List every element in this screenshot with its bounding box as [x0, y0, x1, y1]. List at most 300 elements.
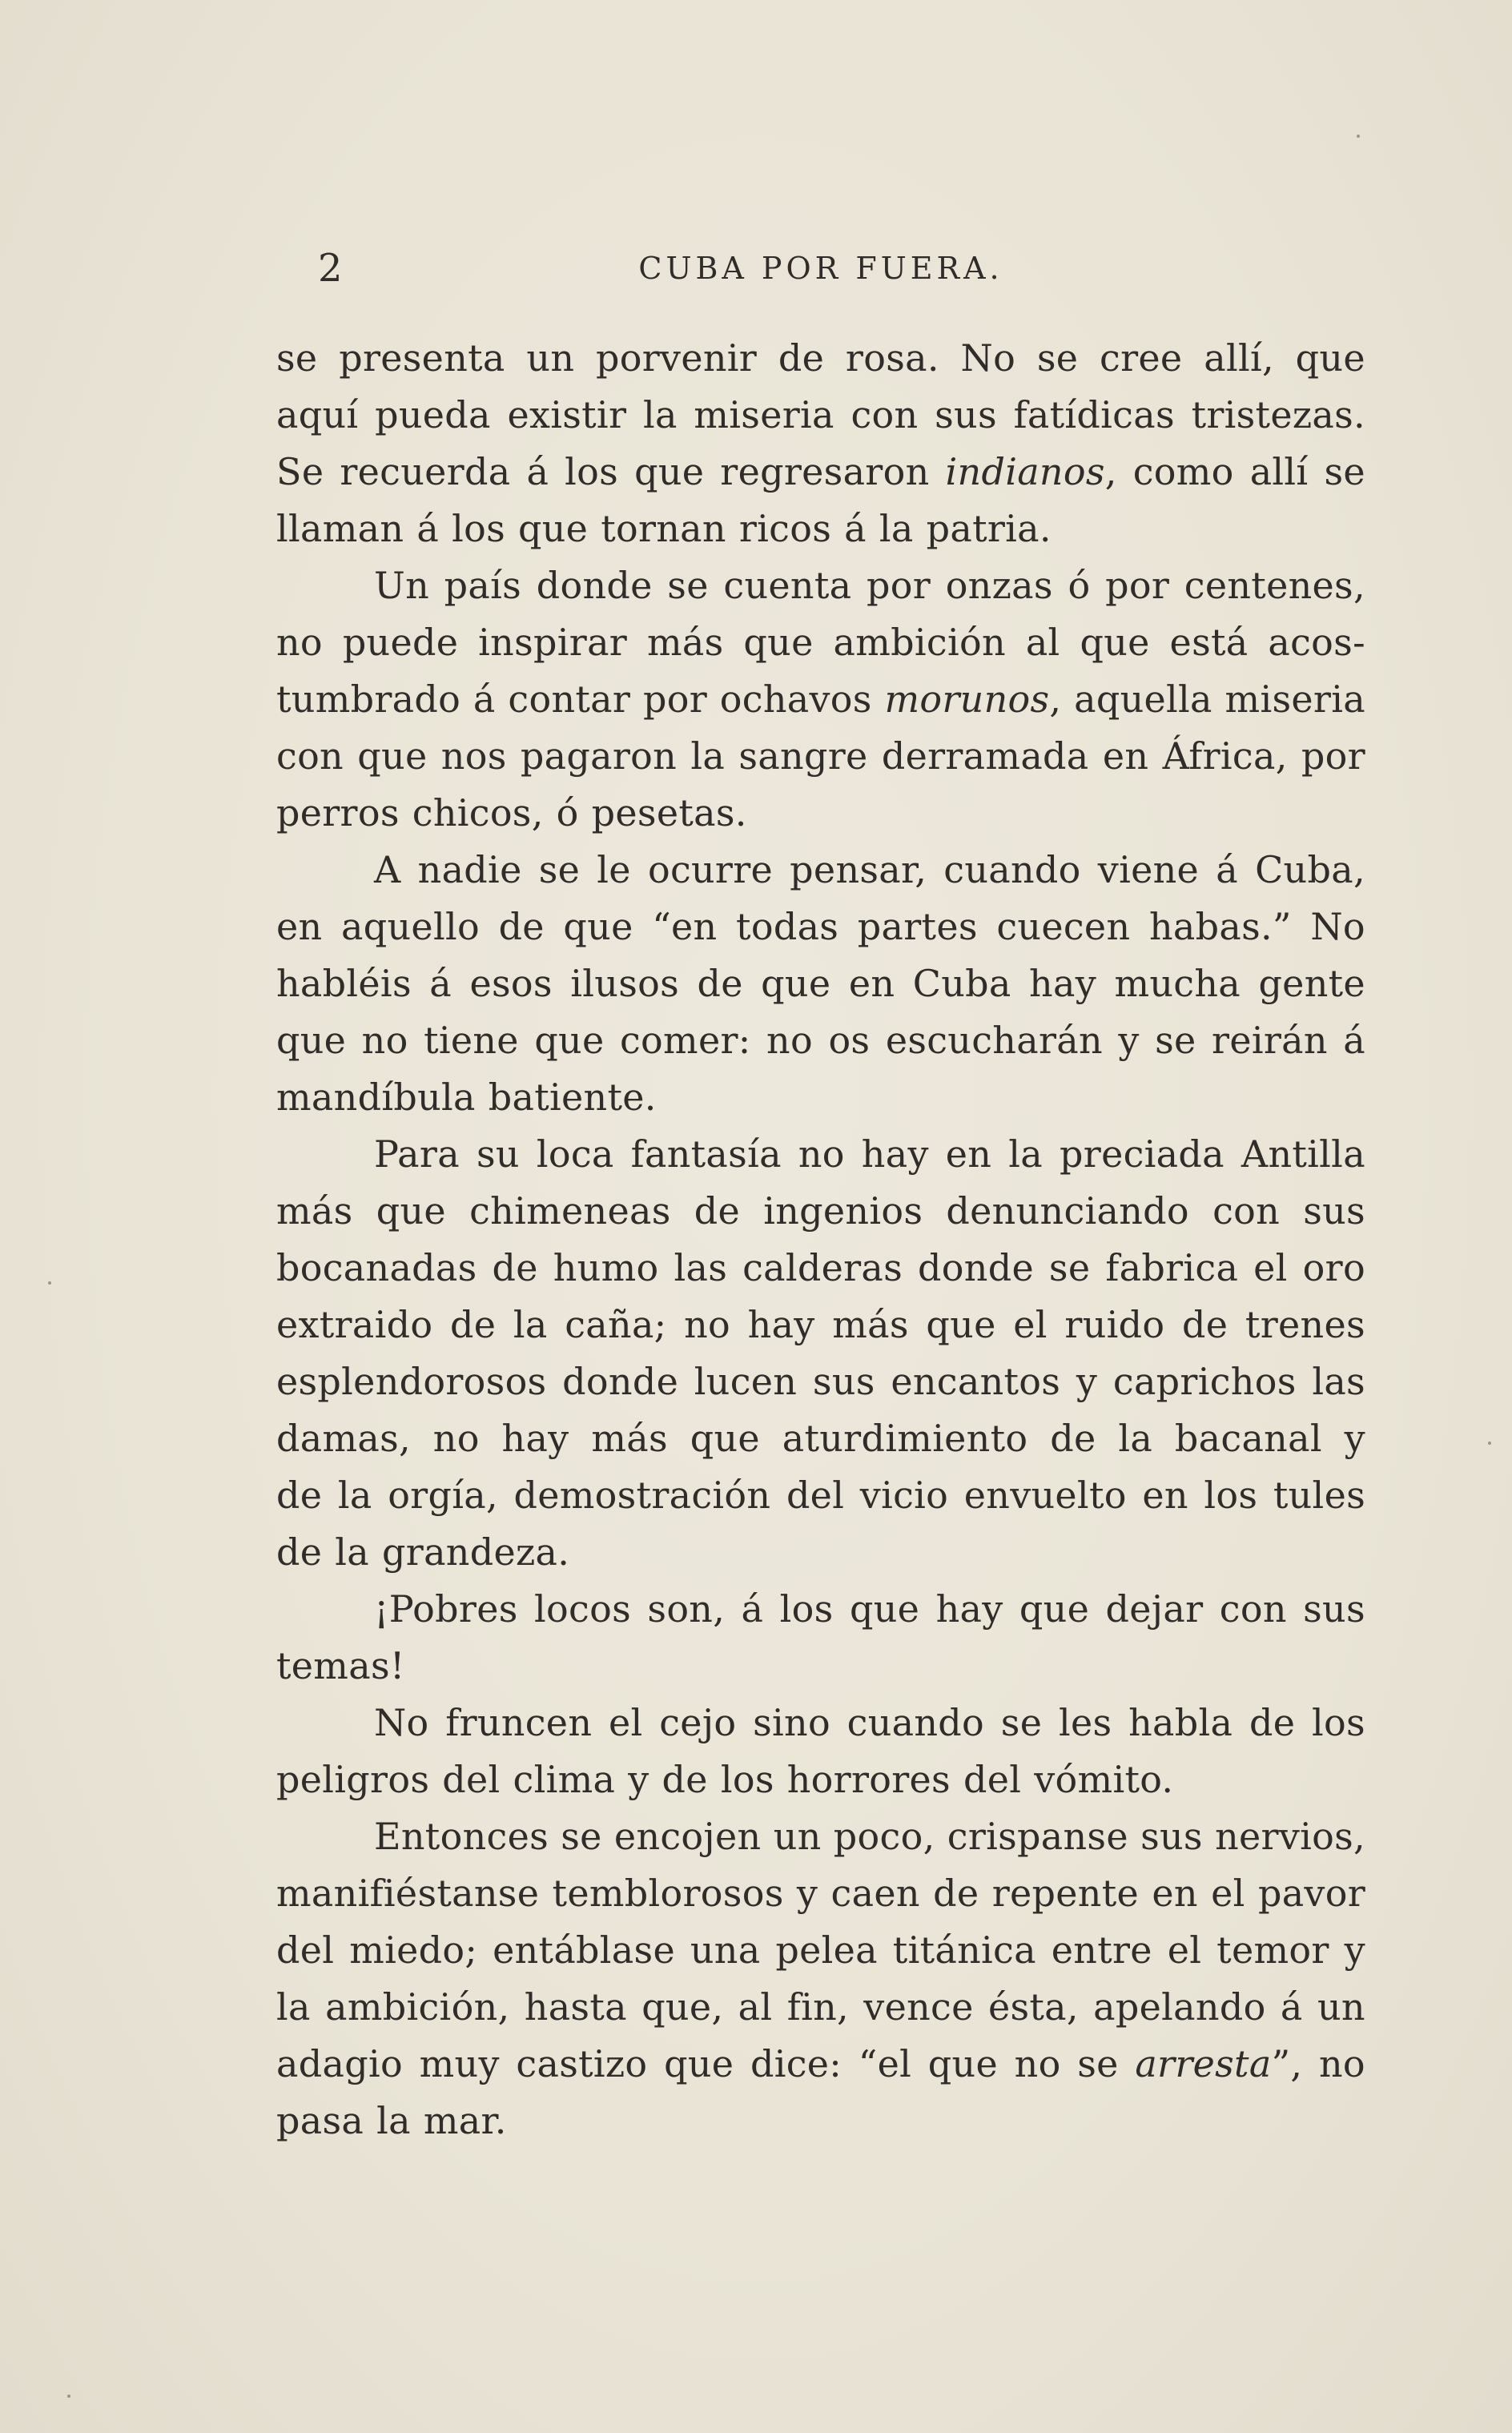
word: con	[1212, 1189, 1281, 1233]
text-line	[276, 899, 1365, 955]
word: por	[642, 678, 707, 721]
word: más	[832, 1303, 909, 1346]
word: partes	[857, 905, 978, 948]
text-line	[276, 1069, 1365, 1126]
word: los	[1204, 1474, 1258, 1517]
word: aquí	[276, 393, 359, 436]
word: ingenios	[763, 1189, 923, 1233]
word: ó	[556, 791, 579, 834]
word: las	[674, 1246, 728, 1289]
word: pesetas.	[591, 791, 747, 834]
word: á	[472, 678, 496, 721]
word: le	[597, 848, 631, 891]
word: que	[357, 734, 428, 778]
word: con	[850, 393, 919, 436]
word: que,	[641, 1985, 724, 2029]
word: de	[498, 905, 545, 948]
word: de	[1050, 1417, 1096, 1460]
word: esos	[469, 962, 553, 1005]
word: trenes	[1245, 1303, 1365, 1346]
word: demostración	[513, 1474, 771, 1517]
text-line	[276, 1524, 1365, 1581]
word: que	[690, 1417, 760, 1460]
word: que	[376, 1189, 446, 1233]
text-line	[276, 1410, 1365, 1467]
text-line	[276, 1979, 1365, 2036]
word: en	[1102, 734, 1149, 778]
word: que	[743, 621, 814, 664]
word: Entonces	[374, 1815, 549, 1858]
word: existir	[507, 393, 627, 436]
word: acos-	[1268, 621, 1365, 664]
word: una	[690, 1928, 761, 1972]
word: á	[844, 507, 867, 550]
word: Para	[374, 1132, 460, 1176]
word: cuenta	[723, 564, 852, 607]
word: extraido	[276, 1303, 433, 1346]
word: á	[416, 507, 440, 550]
word: derramada	[881, 734, 1089, 778]
word: habléis	[276, 962, 412, 1005]
word: A	[374, 848, 401, 891]
word: su	[476, 1132, 520, 1176]
word: morunos,	[884, 678, 1062, 721]
word: calderas	[742, 1246, 903, 1289]
word: pasa	[276, 2099, 364, 2142]
word: mucha	[1114, 962, 1241, 1005]
word: al	[738, 1985, 773, 2029]
word: rosa.	[845, 336, 939, 380]
word: y	[796, 1872, 818, 1915]
word: ¡Pobres	[374, 1587, 518, 1631]
word: comer:	[619, 1019, 751, 1062]
text-line	[276, 1751, 1365, 1808]
word: ambición,	[325, 1985, 510, 2029]
word: no	[432, 1417, 480, 1460]
word: aquella	[1074, 678, 1212, 721]
word: pavor	[1257, 1872, 1365, 1915]
word: os	[828, 1019, 871, 1062]
word: no	[276, 621, 323, 664]
word: la	[690, 734, 726, 778]
word: temblorosos	[552, 1872, 784, 1915]
word: pensar,	[790, 848, 927, 891]
word: se	[561, 1815, 602, 1858]
word: castizo	[516, 2042, 648, 2085]
word: y	[1076, 1360, 1098, 1403]
word: muy	[419, 2042, 500, 2085]
word: el	[1253, 1246, 1288, 1289]
word: país	[444, 564, 522, 607]
body-text	[276, 330, 1365, 2149]
word: de	[1182, 1303, 1228, 1346]
running-title: CUBA POR FUERA.	[638, 251, 1003, 286]
word: que	[517, 507, 589, 550]
word: África,	[1162, 734, 1288, 778]
word: orgía,	[388, 1474, 498, 1517]
word: denunciando	[946, 1189, 1189, 1233]
word: miseria	[694, 393, 834, 436]
word: se	[538, 848, 581, 891]
word: y	[1118, 1019, 1140, 1062]
word: un	[773, 1815, 822, 1858]
paper-speck	[1357, 135, 1360, 138]
word: nervios,	[1215, 1815, 1365, 1858]
word: nadie	[417, 848, 522, 891]
word: encojen	[613, 1815, 762, 1858]
word: de	[778, 336, 825, 380]
word: bocanadas	[276, 1246, 477, 1289]
word: pueda	[375, 393, 491, 436]
word: que	[849, 1587, 920, 1631]
word: en	[276, 905, 323, 948]
paper-speck	[67, 2395, 70, 2398]
text-line	[276, 1922, 1365, 1979]
word: centenes,	[1184, 564, 1365, 607]
text-line	[276, 444, 1365, 501]
text-line	[276, 387, 1365, 444]
word: perros	[276, 791, 400, 834]
word: chimeneas	[469, 1189, 671, 1233]
word: fabrica	[1105, 1246, 1239, 1289]
word: las	[1312, 1360, 1365, 1403]
word: la	[879, 507, 914, 550]
word: viene	[1097, 848, 1200, 891]
word: que	[1295, 336, 1365, 380]
word: repente	[991, 1872, 1140, 1915]
word: sus	[1140, 1815, 1203, 1858]
word: no	[798, 1132, 845, 1176]
word: la	[276, 1985, 311, 2029]
paragraph-first-line	[276, 557, 1365, 614]
word: dice:	[750, 2042, 842, 2085]
word: Antilla	[1241, 1132, 1365, 1176]
text-line	[276, 1467, 1365, 1524]
word: encantos	[891, 1360, 1061, 1403]
word: fin,	[786, 1985, 849, 2029]
word: sus	[1303, 1189, 1365, 1233]
word: se	[1036, 336, 1079, 380]
word: los	[779, 1587, 834, 1631]
word: ésta,	[987, 1985, 1079, 2029]
paper-speck	[48, 1281, 51, 1285]
word: humo	[553, 1246, 659, 1289]
italic-word: morunos	[884, 678, 1050, 721]
word: titánica	[892, 1928, 1036, 1972]
word: reirán	[1212, 1019, 1328, 1062]
word: con	[1219, 1587, 1287, 1631]
word: de	[492, 1246, 538, 1289]
word: en	[1152, 1872, 1198, 1915]
paragraph-first-line	[276, 1126, 1365, 1183]
word: ruido	[1064, 1303, 1165, 1346]
word: apelando	[1093, 1985, 1266, 2029]
word: los	[1311, 1701, 1365, 1744]
word: hay	[861, 1132, 929, 1176]
word: donde	[918, 1246, 1034, 1289]
word: cuando	[846, 1701, 985, 1744]
word: donde	[536, 564, 653, 607]
word: allí	[1249, 450, 1309, 493]
word: fatídicas	[1013, 393, 1175, 436]
word: la	[1118, 1417, 1153, 1460]
word: adagio	[276, 2042, 403, 2085]
word: más	[591, 1417, 668, 1460]
word: dejar	[1105, 1587, 1204, 1631]
word: sus	[935, 393, 997, 436]
word: temor	[1216, 1928, 1329, 1972]
word: de	[933, 1872, 979, 1915]
paper-speck	[1488, 1442, 1491, 1445]
text-line	[276, 728, 1365, 785]
word: preciada	[1060, 1132, 1224, 1176]
word: “en	[652, 905, 718, 948]
word: habla	[1128, 1701, 1233, 1744]
word: se	[1324, 450, 1365, 493]
word: con	[276, 734, 344, 778]
word: aquello	[341, 905, 480, 948]
word: caen	[830, 1872, 920, 1915]
word: No	[960, 336, 1016, 380]
word: tornan	[601, 507, 726, 550]
word: y	[1344, 1417, 1365, 1460]
word: fantasía	[630, 1132, 782, 1176]
word: lucen	[694, 1360, 798, 1403]
word: No	[374, 1701, 429, 1744]
word: Cuba,	[1255, 848, 1365, 891]
word: llaman	[276, 507, 404, 550]
paragraph-first-line	[276, 1581, 1365, 1638]
paragraph-first-line	[276, 1808, 1365, 1865]
word: más	[646, 621, 724, 664]
word: entáblase	[493, 1928, 675, 1972]
word: patria.	[926, 507, 1052, 550]
word: del	[963, 1758, 1022, 1801]
word: que	[534, 1019, 605, 1062]
word: los	[452, 507, 505, 550]
word: y	[1344, 1928, 1365, 1972]
word: de	[276, 1530, 323, 1574]
word: todas	[736, 905, 839, 948]
text-line	[276, 2036, 1365, 2093]
italic-word: indianos	[945, 450, 1105, 493]
word: vómito.	[1034, 1758, 1174, 1801]
word: hasta	[524, 1985, 627, 2029]
word: hay	[1029, 962, 1096, 1005]
word: la	[335, 1530, 370, 1574]
word: sino	[753, 1701, 830, 1744]
word: envuelto	[963, 1474, 1127, 1517]
word: escucharán	[885, 1019, 1103, 1062]
word: no	[1014, 2042, 1061, 2085]
word: vence	[863, 1985, 974, 2029]
word: damas,	[276, 1417, 411, 1460]
word: horrores	[786, 1758, 951, 1801]
text-line	[276, 330, 1365, 387]
word: bacanal	[1174, 1417, 1322, 1460]
word: y	[628, 1758, 649, 1801]
word: oro	[1302, 1246, 1365, 1289]
text-line	[276, 1297, 1365, 1353]
paragraph-first-line	[276, 842, 1365, 899]
word: cuando	[943, 848, 1081, 891]
word: indianos,	[945, 450, 1117, 493]
word: ochavos	[719, 678, 872, 721]
word: allí,	[1204, 336, 1274, 380]
word: del	[786, 1474, 845, 1517]
text-line	[276, 2093, 1365, 2149]
word: regresaron	[720, 450, 930, 493]
word: los	[720, 1758, 774, 1801]
word: de	[449, 1303, 497, 1346]
word: en	[1142, 1474, 1188, 1517]
word: peligros	[276, 1758, 430, 1801]
word: batiente.	[488, 1076, 657, 1119]
text-line	[276, 785, 1365, 842]
text-line	[276, 1240, 1365, 1297]
text-line	[276, 955, 1365, 1012]
word: que	[634, 450, 705, 493]
word: puede	[342, 621, 459, 664]
word: sangre	[738, 734, 868, 778]
word: manifiéstanse	[276, 1872, 540, 1915]
word: Cuba	[912, 962, 1011, 1005]
word: al	[1025, 621, 1060, 664]
text-line	[276, 501, 1365, 557]
word: tumbrado	[276, 678, 461, 721]
word: de	[697, 962, 743, 1005]
word: poco,	[833, 1815, 935, 1858]
word: grandeza.	[382, 1530, 570, 1574]
word: por	[1105, 564, 1170, 607]
word: Un	[374, 564, 429, 607]
word: ocurre	[647, 848, 774, 891]
word: que	[926, 1303, 996, 1346]
word: no	[684, 1303, 731, 1346]
word: se	[667, 564, 709, 607]
word: Se	[276, 450, 324, 493]
word: locos	[534, 1587, 632, 1631]
word: un	[1317, 1985, 1365, 2029]
word: caña;	[565, 1303, 667, 1346]
word: á	[1280, 1985, 1303, 2029]
word: ilusos	[570, 962, 680, 1005]
text-line	[276, 1353, 1365, 1410]
word: hay	[501, 1417, 569, 1460]
word: á	[526, 450, 549, 493]
word: porvenir	[596, 336, 758, 380]
word: son,	[647, 1587, 726, 1631]
word: no	[766, 1019, 813, 1062]
word: se	[1000, 1701, 1043, 1744]
word: más	[276, 1189, 353, 1233]
word: gente	[1258, 962, 1365, 1005]
word: que	[927, 2042, 998, 2085]
word: miedo;	[349, 1928, 478, 1972]
text-line	[276, 1865, 1365, 1922]
word: cejo	[659, 1701, 737, 1744]
word: los	[565, 450, 619, 493]
word: de	[276, 1474, 323, 1517]
word: el	[608, 1701, 643, 1744]
word: el	[1167, 1928, 1202, 1972]
word: un	[526, 336, 575, 380]
word: contar	[508, 678, 631, 721]
word: pelea	[775, 1928, 878, 1972]
word: el	[1013, 1303, 1048, 1346]
word: cuecen	[996, 905, 1131, 948]
word: aturdimiento	[782, 1417, 1028, 1460]
word: clima	[513, 1758, 616, 1801]
italic-word: arresta	[1135, 2042, 1272, 2085]
word: ambición	[833, 621, 1006, 664]
word: crispanse	[947, 1815, 1128, 1858]
word: entre	[1051, 1928, 1152, 1972]
word: sus	[812, 1360, 875, 1403]
word: fruncen	[445, 1701, 593, 1744]
word: ricos	[738, 507, 832, 550]
word: la	[376, 2099, 411, 2142]
word: loca	[536, 1132, 614, 1176]
word: ó	[1068, 564, 1091, 607]
word: temas!	[276, 1644, 405, 1687]
word: caprichos	[1112, 1360, 1297, 1403]
word: tristezas.	[1191, 393, 1365, 436]
word: nos	[440, 734, 507, 778]
word: recuerda	[340, 450, 511, 493]
word: en	[945, 1132, 992, 1176]
word: presenta	[339, 336, 505, 380]
word: hay	[935, 1587, 1003, 1631]
word: que	[276, 1019, 347, 1062]
word: cree	[1100, 336, 1183, 380]
word: donde	[562, 1360, 679, 1403]
paragraph-first-line	[276, 1695, 1365, 1751]
page-number: 2	[318, 246, 344, 291]
text-line	[276, 614, 1365, 671]
word: no	[361, 1019, 408, 1062]
word: en	[848, 962, 895, 1005]
word: se	[1077, 2042, 1119, 2085]
word: de	[662, 1758, 708, 1801]
word: no	[1318, 2042, 1365, 2085]
word: á	[741, 1587, 764, 1631]
word: que	[761, 962, 831, 1005]
word: chicos,	[412, 791, 544, 834]
word: miseria	[1224, 678, 1365, 721]
word: por	[1301, 734, 1365, 778]
text-line	[276, 671, 1365, 728]
word: les	[1058, 1701, 1112, 1744]
word: No	[1310, 905, 1365, 948]
word: hay	[747, 1303, 815, 1346]
word: inspirar	[478, 621, 628, 664]
word: arresta”,	[1135, 2042, 1303, 2085]
word: la	[1008, 1132, 1044, 1176]
text-line	[276, 1012, 1365, 1069]
word: de	[694, 1189, 741, 1233]
word: mandíbula	[276, 1076, 476, 1119]
word: “el	[858, 2042, 912, 2085]
word: pagaron	[520, 734, 678, 778]
word: á	[1343, 1019, 1365, 1062]
word: se	[1048, 1246, 1091, 1289]
text-line	[276, 1638, 1365, 1695]
word: que	[1019, 1587, 1090, 1631]
word: esplendorosos	[276, 1360, 547, 1403]
word: que	[563, 905, 633, 948]
word: la	[513, 1303, 548, 1346]
